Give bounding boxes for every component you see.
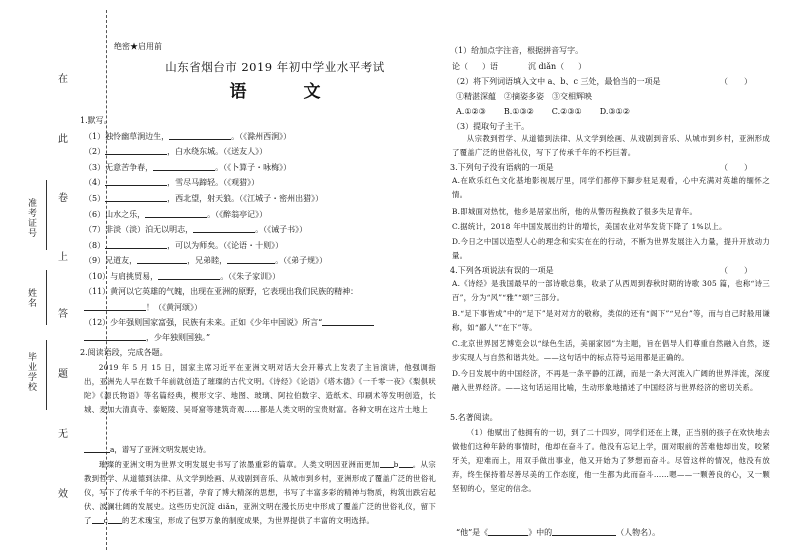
q3-option-d[interactable]: D.今日之中国以造型人心的理念和实实在在的行动，不断为世界发展注入力量，提升开放动力量。 (452, 237, 770, 261)
r-options (456, 108, 630, 116)
passage-text: （1）他赋出了他拥有的一切，到了二十四岁，同学们还在上课，正当别的孩子在欢快地去做他们这种年龄的事情时，他却在奋斗了。他没有忘记上学，面对眼前的苦难他却出发，咬紧牙关，迎难而上，用双手做出事业，他又开始为了梦想而奋斗。尽管这样的情况，他没有放弃，终生保持着尽善尽美的工作态度，他一生都为此而奋斗……嗯——一颗善良的心，又一颗坚韧的心，坚定的信念。 (452, 428, 770, 494)
answer-blank[interactable] (84, 303, 146, 311)
exam-number-label: 准考证号 (26, 198, 36, 238)
answer-blank-b[interactable] (399, 460, 413, 468)
item-post: 。（《醉翁亭记》） (207, 210, 268, 219)
book-title-blank[interactable] (488, 528, 528, 536)
q3-option-a[interactable]: A.在欧乐红色文化基地影视展厅里，同学们都停下脚步驻足观看，心中充满对英雄的缅怀之情。 (452, 176, 770, 200)
item-pre: 独怜幽草涧边生， (105, 132, 170, 141)
answer-blank[interactable] (137, 256, 187, 264)
secret-label: 绝密★启用前 (114, 42, 162, 51)
exam-title: 山东省烟台市 2019 年初中学业水平考试 (165, 60, 385, 74)
item-post: ，西北望，射天狼。（《江城子・密州出猎》） (167, 194, 324, 203)
q4-option-c[interactable]: C.北京世界园艺博览会以“绿色生活，美丽家园”为主题，旨在倡导人们尊重自然融入自然，逐步实现人与自然和谐共处。——这句话中的标点符号运用都是正确的。 (452, 339, 770, 363)
answer-blank[interactable] (322, 318, 374, 326)
item-number: （6） (84, 210, 106, 219)
q4-option-d[interactable]: D.今日发展中的中国经济，不再是一条平静的江湖，而是一条大河流入广阔的世界洋流，深度融入世界经济。——这句话运用比喻，生动形象地描述了中国经济与世界经济的密切关系。 (452, 369, 770, 393)
option-c[interactable]: C.②③① (551, 107, 582, 116)
r-sub3-text (452, 132, 770, 162)
q2-heading: 2.阅读语段，完成各题。 (80, 348, 168, 357)
item-post2: 。（《弟子规》） (275, 256, 328, 265)
q5-pre: “他”是《 (456, 528, 489, 537)
item-post: ，少年独则国独。” (146, 333, 211, 342)
q1-item-8 (84, 241, 283, 250)
answer-blank[interactable] (153, 163, 215, 171)
item-number: （2） (84, 147, 106, 156)
item-number: （10） (84, 272, 111, 281)
answer-blank[interactable] (105, 147, 167, 155)
option-d[interactable]: D.③①② (599, 107, 630, 116)
q3-option-b[interactable]: B.即城面对热忱，他乡是居家出所，他的从警历程换救了很多失足青年。 (452, 207, 698, 216)
q1-item-11-line1: （11）黄河以它英雄的气魄，出现在亚洲的原野，它表现出我们民族的精神： (84, 287, 359, 296)
answer-blank[interactable] (84, 333, 146, 341)
q1-item-7 (84, 225, 307, 234)
name-field[interactable] (46, 270, 47, 325)
answer-blank-c[interactable] (108, 516, 122, 524)
option-a[interactable]: A.①②③ (456, 107, 486, 116)
binding-char: 题 (58, 369, 68, 380)
pinyin-d: ） (578, 62, 587, 71)
item-number: （3） (84, 163, 106, 172)
q1-item-5 (84, 194, 323, 203)
r-options-words: ①精湛深蕴 ②摘姿多姿 ③交相辉映 (456, 92, 592, 101)
q5-end: （人物名）。 (616, 528, 661, 537)
q1-item-1 (84, 132, 291, 141)
q5-mid: 》中的 (528, 528, 553, 537)
answer-blank[interactable] (105, 194, 167, 202)
item-post: 。（《滁州西涧》） (231, 132, 292, 141)
answer-blank[interactable] (105, 241, 167, 249)
answer-blank[interactable] (105, 178, 167, 186)
answer-blank[interactable] (227, 256, 275, 264)
answer-blank[interactable] (193, 225, 255, 233)
binding-char: 在 (58, 74, 68, 85)
item-pre: 非淡（淡）泊无以明志， (105, 225, 194, 234)
q1-item-3 (84, 163, 291, 172)
passage-text: 从宗教到哲学、从道德到法律、从文学到绘画、从戏剧到音乐、从城市到乡村，亚洲形成了覆盖广泛的世俗礼仪，写下了传承千年的不朽巨著。 (452, 134, 770, 158)
item-pre: 无意苦争春， (105, 163, 154, 172)
passage-text: 。从宗教到哲学、从道德到法律、从文学到绘画、从戏剧到音乐、从城市到乡村，亚洲形成了覆盖广泛的世俗礼仪，写下了传承千年的不朽巨著，孕育了博大精深的思想，书写了丰富多彩的精神与物质，构筑出 (84, 460, 436, 498)
pinyin-c: 沉 diǎn（ (528, 62, 565, 71)
school-field[interactable] (46, 340, 47, 410)
passage-text: 的艺术瑰宝，形成了包罗万象的制度成果，为世界提供了丰富的文明选择。 (122, 516, 375, 526)
answer-blank-b-lead[interactable] (380, 460, 394, 468)
q1-item-9 (84, 256, 327, 265)
q1-item-11-line2 (84, 303, 202, 312)
passage-text: a，谱写了亚洲文明发展史诗。 (110, 445, 211, 454)
item-number: （5） (84, 194, 106, 203)
answer-blank[interactable] (158, 272, 220, 280)
r-sub1: （1）给加点字注音，根据拼音写字。 (450, 46, 584, 55)
q2-passage-2 (84, 458, 436, 548)
passage-text: 跌宕起伏、波澜壮阔的发展史。这些历史沉淀 diǎn，亚洲文明在漫长历史中形成了覆盖广泛的世俗礼仪，留下了 (84, 488, 436, 526)
q1-item-2 (84, 147, 267, 156)
blank-mark-b: b (393, 460, 399, 469)
q3-heading: 3.下列句子没有语病的一项是 (450, 163, 554, 172)
item-post: 。（《诫子书》） (255, 225, 308, 234)
item-post: 。（《朱子家训》） (220, 272, 281, 281)
item-number: （8） (84, 241, 106, 250)
answer-blank-a[interactable] (84, 445, 110, 453)
pinyin-b: ）语 (482, 62, 498, 71)
subject-title: 语 文 (229, 82, 341, 102)
q4-option-b[interactable]: B.“足下事皆成”中的“足下”是对对方的敬称，类似的还有“阁下”“兄台”等，而与自己时般用谦称，如“鄙人”“在下”等。 (452, 309, 770, 333)
passage-text: 2019 年 5 月 15 日，国家主席习近平在亚洲文明对话大会开幕式上发表了主旨演讲，他强调指出，亚洲先人早在数千年前就创造了璀璨的古代文明。《诗经》《论语》《塔木德》《一千零一夜》《梨俱吠陀》《源氏物语》等名篇经典，楔形文字、地图、玻璃、阿拉伯数字、造纸术、印刷术等发明创造，长城、麦加大清真寺、泰姬陵、吴哥窟等建筑奇观……都是人类文明的宝贵财富。各种文明在这片土地上 (84, 363, 436, 415)
answer-blank-c-lead[interactable] (92, 516, 104, 524)
item-pre: 与肩挑贸易， (110, 272, 159, 281)
item-post: ！（《黄河颂》） (146, 303, 202, 312)
pinyin-a: 论（ (452, 62, 468, 71)
item-post: 。（《卜算子・咏梅》） (215, 163, 292, 172)
q2-passage-1-tail (84, 443, 211, 457)
answer-paren[interactable]: （ ） (720, 77, 752, 86)
q3-option-c[interactable]: C.据统计，2018 年中国发展出约计的增长，美国农业对华发货下降了 1%以上。 (452, 222, 727, 231)
binding-char: 此 (58, 134, 68, 145)
item-number: （4） (84, 178, 106, 187)
q1-item-4 (84, 178, 259, 187)
q5-answer-line (456, 528, 660, 537)
r-sub3: （3）提取句子主干。 (452, 122, 530, 131)
answer-blank[interactable] (145, 210, 207, 218)
q1-heading: 1.默写。 (80, 116, 112, 125)
item-number: （1） (84, 132, 106, 141)
r-pinyin-line (452, 63, 586, 71)
item-pre: 山水之乐， (105, 210, 146, 219)
item-post: ，白水绕东城。（《送友人》） (167, 147, 268, 156)
blank-mark-c: c (103, 516, 109, 526)
passage-text: 璀璨的亚洲文明为世界文明发展史书写了浓墨重彩的篇章。人类文明因亚洲而更加 (98, 460, 380, 469)
option-b[interactable]: B.①③② (503, 107, 534, 116)
character-name-blank[interactable] (552, 528, 616, 536)
q5-passage (452, 426, 770, 524)
name-label: 姓名 (26, 288, 36, 308)
binding-char: 无 (58, 429, 68, 440)
item-number: （9） (84, 256, 106, 265)
q4-heading: 4.下列各项说法有误的一项是 (450, 266, 554, 275)
binding-char: 卷 (58, 193, 68, 204)
item-pre: （12）少年强则国家富强，民族有未来。正如《少年中国说》所言“ (84, 318, 323, 327)
q4-option-a[interactable]: A.《诗经》是我国最早的一部诗歌总集，收录了从西周到春秋时期的诗歌 305 篇，也称“诗三百”，分为“风”“雅”“颂”三部分。 (452, 279, 770, 303)
answer-blank[interactable] (169, 132, 231, 140)
item-pre: 兄道友， (105, 256, 138, 265)
item-post: ，雪尽马蹄轻。（《观猎》） (167, 178, 260, 187)
r-sub2: （2）将下列词语填入文中 a、b、c 三处，最恰当的一项是 (452, 77, 661, 86)
item-post: ，兄弟睦， (187, 256, 228, 265)
answer-paren[interactable]: （ ） (720, 266, 752, 275)
answer-paren[interactable]: （ ） (720, 163, 752, 172)
binding-char: 效 (58, 489, 68, 500)
q2-passage-1 (84, 361, 436, 441)
item-post: ，可以为师矣。（《论语・十则》） (167, 241, 284, 250)
binding-char: 答 (58, 309, 68, 320)
q5-heading: 5.名著阅读。 (450, 413, 498, 422)
school-label: 毕业学校 (26, 352, 36, 392)
q1-item-10 (84, 272, 280, 281)
binding-char: 上 (58, 252, 68, 263)
exam-number-field[interactable] (46, 180, 47, 250)
q1-item-12-line1 (84, 318, 374, 327)
q1-item-12-line2 (84, 333, 210, 342)
item-number: （7） (84, 225, 106, 234)
q1-item-6 (84, 210, 267, 219)
